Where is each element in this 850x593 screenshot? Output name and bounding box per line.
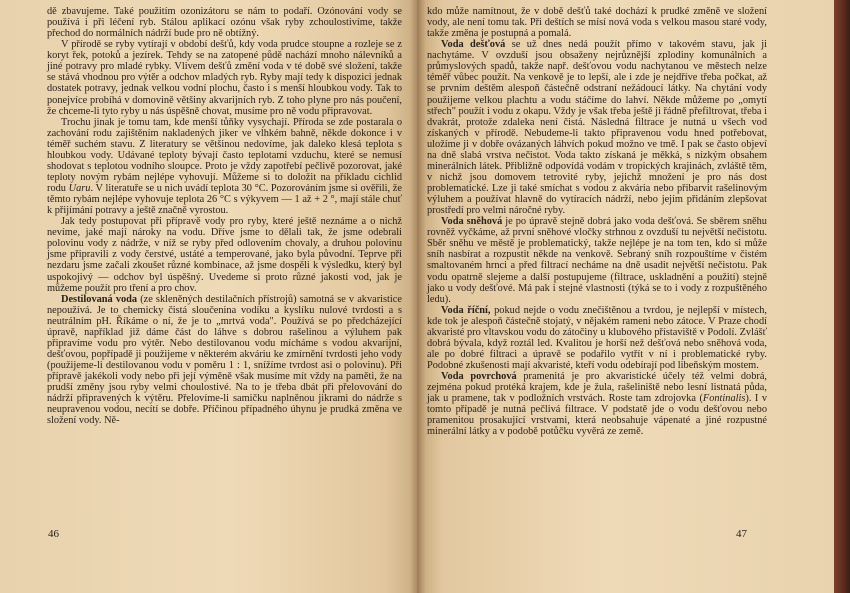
paragraph (427, 39, 767, 216)
paragraph (427, 216, 767, 305)
page-number-right: 47 (736, 528, 747, 540)
left-page (0, 0, 418, 593)
paragraph (47, 216, 402, 293)
paragraph-text: . V literatuře se u nich uvádí teplota 30 °C. Pozorováním jsme si ověřili, že těmto rybám nejlépe vyhovuje teplota 26 °C s výkyvem — 1 až + 2 °, mají stále chuť k přijímání potravy a ještě značně vyrostou. (47, 183, 402, 217)
paragraph-heading: Voda povrchová (441, 371, 517, 383)
paragraph (47, 39, 402, 116)
right-page-text (427, 6, 767, 437)
paragraph-text: pramenitá je pro akvaristické účely též velmi dobrá, zejména pokud protéká krajem, kde je žula, rašeliniště nebo lesní listnatá půda, jak u pramene, tak v podložních vrstvách. Roste tam zdrojovka ( (427, 371, 768, 405)
paragraph (47, 117, 402, 217)
paragraph (427, 305, 767, 371)
paragraph-text: kdo může namítnout, že v době dešťů také dochází k prudké změně ve složení vody, ale není tomu tak. Při deštích se mísí nová voda s velkou masou staré vody, takže změna je postupná a pomalá. (427, 6, 767, 40)
paragraph (427, 6, 767, 39)
paragraph-text: dě zbavujeme. Také použitím ozonizátoru se nám to podaří. Ozónování vody se používá i při léčení ryb. Stálou aplikací ozónu však ryby zchoulostivíme, takže přechod do normálních nádrží bude pro ně obtížný. (47, 6, 402, 40)
paragraph-text: Trochu jinak je tomu tam, kde menší tůňky vysychají. Příroda se zde postarala o zachování rodu zajištěním nakladených jiker ve vlhkém bahně, někde dokonce i v téměř suchém stavu. Z literatury se většinou nedovíme, jak daleko klesá teplota s hloubkou vody. Udávané teploty bývají často teplotami vzduchu, které se nemusí shodovat s teplotou vodního sloupce. Proto je vždy zapotřebí pečlivě pozorovat, jaké teploty novým rybám nejlépe vyhovují. Můžeme si to doložit na příkladu cichlid rodu (47, 116, 402, 194)
paragraph-heading: Voda sněhová (441, 216, 503, 228)
paragraph-text: ). I v tomto případě je nutná pečlivá filtrace. V podstatě jde o vodu dešťovou nebo pramenitou prosakující vrstvami, která neobsahuje vápenaté a jiné rozpustné minerální látky a v podobě potůčku vyvěrá ze země. (427, 393, 767, 438)
paragraph-text: se už dnes nedá použít přímo v takovém stavu, jak ji nachytáme. V ovzduší jsou obsaženy nejrůznější zplodiny komunálních a průmyslových spadů, takže např. dešťovou vodu nachytanou ve městech nelze téměř vůbec použít. Na venkově je to lepší, ale i zde je nejdříve třeba počkat, až se prvním deštěm alespoň částečně odstraní nežádoucí látky. Na chytání vody použijeme velkou plachtu a vodu stáčíme do lahví. Někde můžeme po „omytí střech" použít i vodu z okapu. Vždy je však třeba ještě ji řádně přefiltrovat, třeba i dvakrát, protože zdaleka není čistá. Následná filtrace je nutná u všech vod získaných v přírodě. Nebudeme-li takto připravenou vodu hned potřebovat, uložíme ji v dobře ovázaných láhvích pokud možno ve tmě. I pak se často objeví na dně slabá vrstva nečistot. Voda takto získaná je měkká, s nízkým obsahem minerálních látek. Přibližně odpovídá vodám v tropických krajinách, zvláště těm, v nichž jsou domovem tetrovité ryby, jejichž množení je pro nás dost problematické. Lze ji také smíchat s vodou z akvária nebo přibarvit rašelinovým výluhem a používat hlavně do vytíracích nádrží, nebo jejím přidáním zlepšovat prostředí pro velmi náročné ryby. (427, 39, 768, 217)
paragraph (47, 294, 402, 427)
book-cover-edge (834, 0, 850, 593)
paragraph-text: je po úpravě stejně dobrá jako voda dešťová. Se sběrem sněhu rovněž vyčkáme, až první sněhové vločky strhnou z ovzduší tu největší nečistotu. Sběr sněhu ve městě je problematický, takže nejlépe je na tom ten, kdo si může sníh nasbírat a rozpustit někde na venkově. Sebraný sníh rozpouštíme v čistém smaltovaném hrnci a před filtrací necháme na dně usadit největší nečistotu. Pak vodu opatrně slejeme a další postupujeme (filtrace, uskladnění a použití) stejně jako u vody dešťové. Má pak i stejné vlastnosti (týká se to i vody z rozpuštěného ledu). (427, 216, 767, 305)
left-page-text (47, 6, 402, 426)
paragraph-text: (ze skleněných destilačních přístrojů) samotná se v akvaristice nepoužívá. Je to chemicky čistá sloučenina vodíku a kyslíku nulové tvrdosti a s neutrálním pH. Říkáme o ní, že je to „mrtvá voda". Používá se po předcházející úpravě, například již dáme část do láhve s dobrou rašelinou a výluhem pak připravíme vodu pro výtěr. Nebo destilovanou vodu mícháme s vodou akvarijní, dešťovou, popřípadě ji použijeme v některém akváriu ke zmírnění tvrdosti jeho vody (použijeme-li destilovanou vodu v poměru 1 : 1, snížíme tvrdost asi o polovinu). Při přípravě jakékoli vody nebo při její výměně však musíme mít vždy na paměti, že na prudší změny jsou ryby velmi choulostivé. Na to je třeba dbát při přelovování do nádrží připravených k výtěru. Přelovíme-li samičku naplněnou jikrami do nádrže s neupravenou vodou, necítí se dobře. Příčinou případného úhynu je prudká změna ve složení vody. Ně- (47, 293, 402, 427)
italic-term: Fontinalis (702, 393, 746, 405)
book-gutter (410, 0, 426, 593)
paragraph (47, 6, 402, 39)
page-number-left: 46 (48, 528, 59, 540)
paragraph-text: Jak tedy postupovat při přípravě vody pro ryby, které ještě neznáme a o nichž nevíme, jaké mají nároky na vodu. Dříve jsme to dělali tak, že jsme odebrali polovinu vody z nádrže, v níž se ryby před odlovením chovaly, a druhou polovinu jsme připravili z vody čerstvé, ustáté a temperované, jako byla původní. Teprve při nezdaru jsme začali zkoušet různé kombinace, až jsme dospěli k výsledku, který byl uspokojivý — odchov byl úspěšný. Uvedeme si proto různé jakosti vod, jak je můžeme použít pro tření a pro chov. (47, 216, 402, 294)
paragraph-heading: Voda dešťová (441, 39, 506, 51)
paragraph-heading: Voda říční, (441, 304, 491, 316)
italic-term: Uaru (68, 183, 91, 194)
right-page (418, 0, 834, 593)
paragraph-text: V přírodě se ryby vytírají v období dešťů, kdy voda prudce stoupne a rozleje se z koryt řek, potoků a jezírek. Tehdy se na zatopené půdě nachází mnoho nálevníků a jiné potravy pro mladé rybky. Vlivem dešťů změní voda v té době své složení, takže se stává vhodnou pro výtěr a odchov mladých ryb. Ryby mají tedy k dispozici jednak dostatek potravy, jednak velkou vodní plochu, často i s menší hloubkou vody. Tak to ponejvíce probíhá v domovině většiny akvarijních ryb. Z toho plyne pro nás poučení, že chceme-li tyto ryby u nás úspěšně chovat, musíme pro ně vodu připravovat. (47, 39, 402, 117)
paragraph (427, 371, 767, 437)
paragraph-text: pokud nejde o vodu znečištěnou a tvrdou, je nejlepší v místech, kde tok je alespoň částečně stojatý, v nějakém rameni nebo zátoce. V Praze chodí akvaristé pro vltavskou vodu do zátočiny u klubového přístaviště v Podolí. Zvlášť dobrá bývala, když roztál led. Kvalitou je horší než dešťová nebo sněhová voda, ale po dobré filtraci a úpravě se podařilo vytřít v ní i problematické ryby. Podobné zkušenosti mají akvaristé, kteří vodu odebírají pod libeňským mostem. (427, 304, 767, 371)
paragraph-heading: Destilovaná voda (61, 293, 138, 305)
